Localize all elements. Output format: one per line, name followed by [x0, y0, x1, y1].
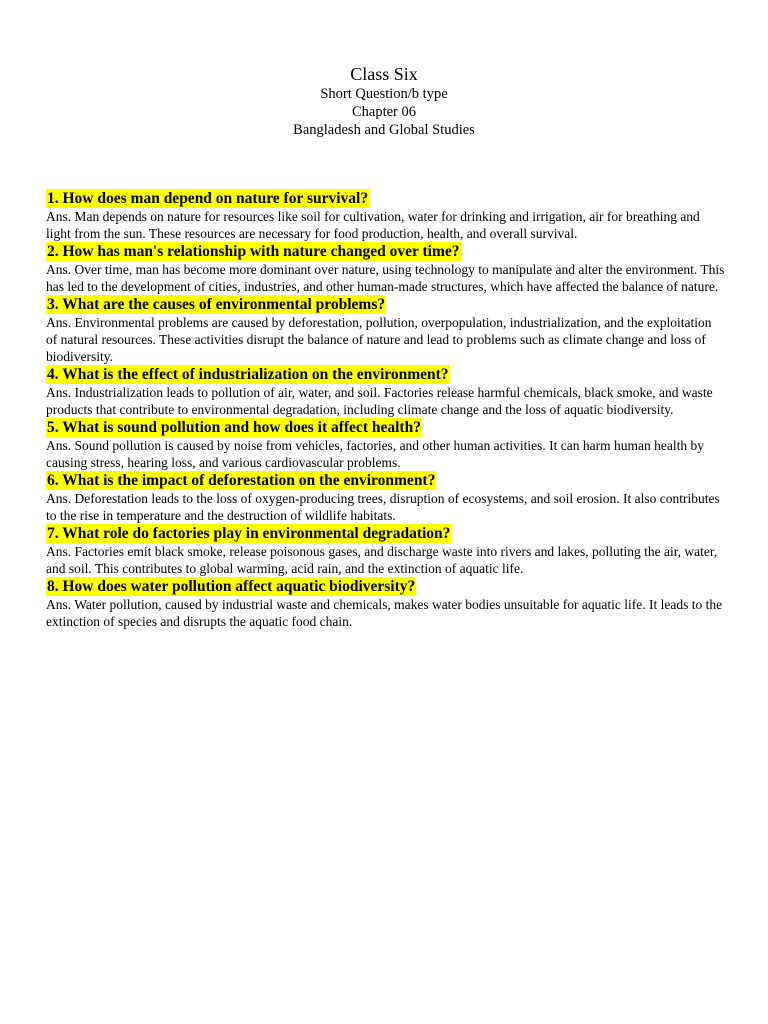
question-3: 3. What are the causes of environmental problems? — [47, 296, 386, 313]
answer-1: Ans. Man depends on nature for resources like soil for cultivation, water for drinking and irrigation, air for breathing and light from the sun. These resources are necessary for food production, health, and overall survival. — [46, 209, 700, 241]
answer-6: Ans. Deforestation leads to the loss of oxygen-producing trees, disruption of ecosystems, and soil erosion. It also contributes to the rise in temperature and the destruction of wildlife habitats. — [46, 491, 720, 523]
qa-item-2 — [46, 242, 726, 295]
question-2: 2. How has man's relationship with nature changed over time? — [47, 243, 460, 260]
chapter-label: Chapter 06 — [351, 104, 417, 120]
document-subtitle: Short Question/b type — [320, 86, 448, 102]
qa-item-6 — [46, 471, 726, 524]
question-4: 4. What is the effect of industrialization on the environment? — [47, 366, 449, 383]
qa-item-7 — [46, 524, 726, 577]
question-6: 6. What is the impact of deforestation on the environment? — [47, 472, 436, 489]
answer-4: Ans. Industrialization leads to pollution of air, water, and soil. Factories release harmful chemicals, black smoke, and waste products that contribute to environmental degradation, including climate change and the loss of aquatic biodiversity. — [46, 385, 713, 417]
answer-7: Ans. Factories emit black smoke, release poisonous gases, and discharge waste into rivers and lakes, polluting the air, water, and soil. This contributes to global warming, acid rain, and the extinction of aquatic life. — [46, 544, 718, 576]
answer-5: Ans. Sound pollution is caused by noise from vehicles, factories, and other human activities. It can harm human health by causing stress, hearing loss, and various cardiovascular problems. — [46, 438, 704, 470]
answer-3: Ans. Environmental problems are caused by deforestation, pollution, overpopulation, industrialization, and the exploitation of natural resources. These activities disrupt the balance of nature and lead to problems such as climate change and loss of biodiversity. — [46, 315, 712, 364]
qa-item-1 — [46, 189, 726, 242]
qa-item-8 — [46, 577, 726, 630]
question-5: 5. What is sound pollution and how does it affect health? — [47, 419, 421, 436]
question-1: 1. How does man depend on nature for survival? — [47, 190, 369, 207]
question-answer-list — [46, 189, 726, 630]
qa-item-3 — [46, 295, 726, 365]
question-8: 8. How does water pollution affect aquatic biodiversity? — [47, 578, 416, 595]
document-title: Class Six — [350, 64, 418, 84]
answer-2: Ans. Over time, man has become more dominant over nature, using technology to manipulate and alter the environment. This has led to the development of cities, industries, and other human-made structures, which have affected the balance of nature. — [46, 262, 725, 294]
qa-item-4 — [46, 365, 726, 418]
question-7: 7. What role do factories play in environmental degradation? — [47, 525, 451, 542]
subject-label: Bangladesh and Global Studies — [293, 122, 475, 138]
document-header — [0, 63, 768, 139]
qa-item-5 — [46, 418, 726, 471]
answer-8: Ans. Water pollution, caused by industrial waste and chemicals, makes water bodies unsuitable for aquatic life. It leads to the extinction of species and disrupts the aquatic food chain. — [46, 597, 723, 629]
